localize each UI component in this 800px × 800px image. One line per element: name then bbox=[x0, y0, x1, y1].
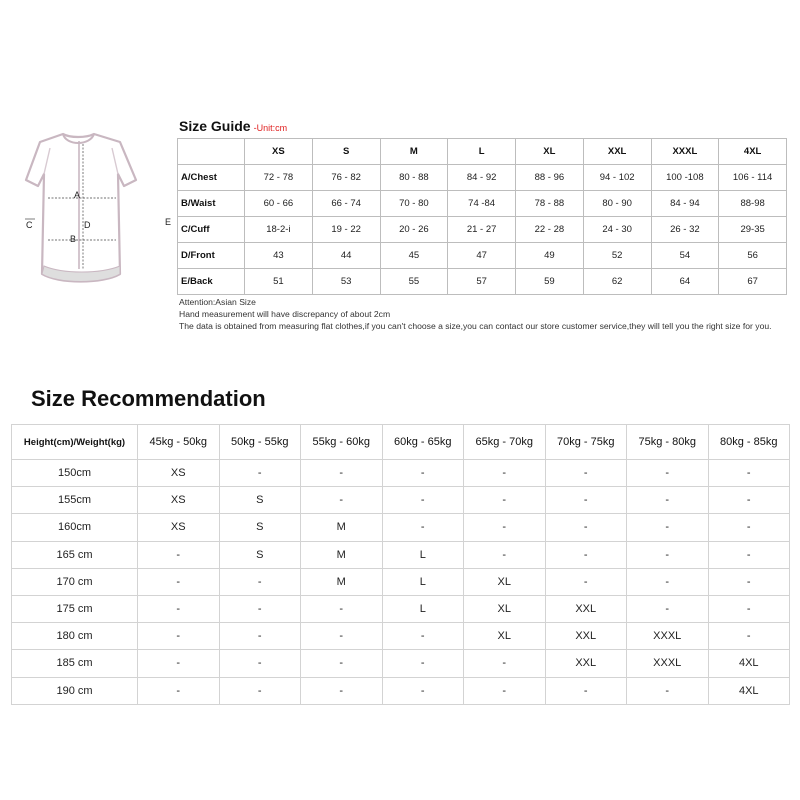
table-cell: 76 - 82 bbox=[312, 165, 380, 191]
size-guide-heading: Size Guide bbox=[179, 118, 251, 134]
table-cell: - bbox=[382, 677, 464, 704]
table-cell: 106 - 114 bbox=[719, 165, 787, 191]
table-cell: 100 -108 bbox=[651, 165, 719, 191]
table-cell: 51 bbox=[245, 269, 313, 295]
height-cell: 155cm bbox=[12, 487, 138, 514]
jersey-outline-icon bbox=[8, 124, 178, 294]
table-row bbox=[12, 650, 790, 677]
table-cell: 4XL bbox=[708, 650, 790, 677]
table-cell: 49 bbox=[516, 243, 584, 269]
row-label: E/Back bbox=[178, 269, 245, 295]
note-line: The data is obtained from measuring flat clothes,if you can't choose a size,you can contact our store customer service,they will tell you the right size for you. bbox=[179, 321, 772, 331]
table-row bbox=[12, 677, 790, 704]
table-cell: 80 - 88 bbox=[380, 165, 448, 191]
height-cell: 190 cm bbox=[12, 677, 138, 704]
table-cell: S bbox=[219, 541, 301, 568]
table-cell: 19 - 22 bbox=[312, 217, 380, 243]
table-cell: 64 bbox=[651, 269, 719, 295]
table-row bbox=[12, 541, 790, 568]
table-cell: - bbox=[219, 595, 301, 622]
size-recommendation-title: Size Recommendation bbox=[31, 386, 266, 411]
table-cell: 84 - 92 bbox=[448, 165, 516, 191]
table-row bbox=[178, 165, 787, 191]
table-cell: 47 bbox=[448, 243, 516, 269]
table-row bbox=[12, 595, 790, 622]
label-d: D bbox=[84, 220, 91, 230]
label-b: B bbox=[70, 234, 77, 244]
header-cell: XS bbox=[245, 139, 313, 165]
weight-header-cell: 65kg - 70kg bbox=[464, 425, 546, 460]
table-cell: XXL bbox=[545, 595, 627, 622]
table-cell: 88 - 96 bbox=[516, 165, 584, 191]
table-cell: 52 bbox=[583, 243, 651, 269]
table-cell: - bbox=[138, 677, 220, 704]
table-cell: 88-98 bbox=[719, 191, 787, 217]
table-cell: XXL bbox=[545, 623, 627, 650]
weight-header-cell: 80kg - 85kg bbox=[708, 425, 790, 460]
table-cell: 74 -84 bbox=[448, 191, 516, 217]
table-cell: - bbox=[464, 514, 546, 541]
table-cell: XL bbox=[464, 568, 546, 595]
table-cell: - bbox=[464, 677, 546, 704]
table-cell: - bbox=[545, 568, 627, 595]
table-cell: - bbox=[219, 677, 301, 704]
header-cell: XL bbox=[516, 139, 584, 165]
table-cell: 94 - 102 bbox=[583, 165, 651, 191]
table-cell: 29-35 bbox=[719, 217, 787, 243]
table-cell: - bbox=[301, 677, 383, 704]
header-cell: S bbox=[312, 139, 380, 165]
table-cell: - bbox=[138, 568, 220, 595]
table-cell: 62 bbox=[583, 269, 651, 295]
header-cell: XXL bbox=[583, 139, 651, 165]
table-cell: - bbox=[138, 595, 220, 622]
table-cell: 57 bbox=[448, 269, 516, 295]
weight-header-cell: 55kg - 60kg bbox=[301, 425, 383, 460]
table-cell: - bbox=[138, 623, 220, 650]
table-row bbox=[178, 243, 787, 269]
weight-header-cell: 75kg - 80kg bbox=[627, 425, 709, 460]
corner-header-cell: Height(cm)/Weight(kg) bbox=[12, 425, 138, 460]
table-cell: L bbox=[382, 568, 464, 595]
size-guide-header-row bbox=[178, 139, 787, 165]
table-cell: 44 bbox=[312, 243, 380, 269]
table-cell: - bbox=[301, 595, 383, 622]
label-a: A bbox=[74, 190, 81, 200]
height-cell: 165 cm bbox=[12, 541, 138, 568]
table-cell: - bbox=[301, 487, 383, 514]
table-cell: XL bbox=[464, 595, 546, 622]
table-row bbox=[178, 269, 787, 295]
table-cell: - bbox=[219, 460, 301, 487]
table-cell: 72 - 78 bbox=[245, 165, 313, 191]
table-cell: - bbox=[708, 595, 790, 622]
weight-header-cell: 50kg - 55kg bbox=[219, 425, 301, 460]
table-cell: - bbox=[627, 514, 709, 541]
row-label: D/Front bbox=[178, 243, 245, 269]
table-cell: - bbox=[545, 541, 627, 568]
table-cell: 59 bbox=[516, 269, 584, 295]
table-cell: S bbox=[219, 487, 301, 514]
height-cell: 160cm bbox=[12, 514, 138, 541]
table-cell: L bbox=[382, 595, 464, 622]
table-cell: - bbox=[382, 487, 464, 514]
table-cell: - bbox=[627, 595, 709, 622]
table-cell: 84 - 94 bbox=[651, 191, 719, 217]
table-cell: - bbox=[301, 650, 383, 677]
table-cell: 55 bbox=[380, 269, 448, 295]
weight-header-cell: 70kg - 75kg bbox=[545, 425, 627, 460]
size-guide-title bbox=[179, 118, 287, 136]
table-cell: - bbox=[708, 568, 790, 595]
unit-label: -Unit:cm bbox=[253, 123, 288, 133]
note-line: Hand measurement will have discrepancy of about 2cm bbox=[179, 309, 391, 319]
table-row bbox=[12, 623, 790, 650]
table-cell: - bbox=[219, 650, 301, 677]
table-cell: XXXL bbox=[627, 623, 709, 650]
table-cell: - bbox=[382, 514, 464, 541]
table-cell: - bbox=[627, 568, 709, 595]
table-cell: XL bbox=[464, 623, 546, 650]
table-cell: M bbox=[301, 568, 383, 595]
table-row bbox=[178, 217, 787, 243]
table-cell: XS bbox=[138, 460, 220, 487]
table-row bbox=[178, 191, 787, 217]
weight-header-cell: 45kg - 50kg bbox=[138, 425, 220, 460]
table-cell: - bbox=[708, 487, 790, 514]
table-cell: 67 bbox=[719, 269, 787, 295]
table-cell: 4XL bbox=[708, 677, 790, 704]
table-cell: - bbox=[138, 541, 220, 568]
label-e: E bbox=[165, 217, 172, 227]
table-cell: - bbox=[545, 677, 627, 704]
table-cell: 20 - 26 bbox=[380, 217, 448, 243]
header-cell: M bbox=[380, 139, 448, 165]
table-cell: 45 bbox=[380, 243, 448, 269]
table-cell: 26 - 32 bbox=[651, 217, 719, 243]
table-cell: - bbox=[382, 650, 464, 677]
table-cell: 66 - 74 bbox=[312, 191, 380, 217]
table-cell: - bbox=[708, 623, 790, 650]
table-cell: 70 - 80 bbox=[380, 191, 448, 217]
table-cell: - bbox=[138, 650, 220, 677]
table-cell: 22 - 28 bbox=[516, 217, 584, 243]
table-cell: - bbox=[627, 487, 709, 514]
label-c: C bbox=[26, 220, 33, 230]
table-cell: XS bbox=[138, 514, 220, 541]
recommendation-header-row bbox=[12, 425, 790, 460]
header-cell-empty bbox=[178, 139, 245, 165]
table-cell: - bbox=[627, 677, 709, 704]
table-cell: - bbox=[219, 568, 301, 595]
table-cell: - bbox=[301, 623, 383, 650]
table-cell: L bbox=[382, 541, 464, 568]
table-cell: 80 - 90 bbox=[583, 191, 651, 217]
table-cell: - bbox=[464, 650, 546, 677]
table-cell: 24 - 30 bbox=[583, 217, 651, 243]
table-cell: - bbox=[301, 460, 383, 487]
table-cell: - bbox=[545, 460, 627, 487]
table-cell: 43 bbox=[245, 243, 313, 269]
table-row bbox=[12, 487, 790, 514]
table-row bbox=[12, 460, 790, 487]
table-cell: - bbox=[708, 541, 790, 568]
row-label: C/Cuff bbox=[178, 217, 245, 243]
header-cell: L bbox=[448, 139, 516, 165]
row-label: A/Chest bbox=[178, 165, 245, 191]
height-cell: 180 cm bbox=[12, 623, 138, 650]
table-cell: - bbox=[382, 623, 464, 650]
table-cell: - bbox=[219, 623, 301, 650]
note-line: Attention:Asian Size bbox=[179, 297, 256, 307]
table-cell: - bbox=[545, 514, 627, 541]
table-cell: S bbox=[219, 514, 301, 541]
header-cell: XXXL bbox=[651, 139, 719, 165]
table-cell: 60 - 66 bbox=[245, 191, 313, 217]
table-cell: XS bbox=[138, 487, 220, 514]
height-cell: 175 cm bbox=[12, 595, 138, 622]
table-cell: 78 - 88 bbox=[516, 191, 584, 217]
table-cell: - bbox=[627, 541, 709, 568]
table-row bbox=[12, 514, 790, 541]
table-cell: 21 - 27 bbox=[448, 217, 516, 243]
table-cell: 56 bbox=[719, 243, 787, 269]
table-cell: XXXL bbox=[627, 650, 709, 677]
size-recommendation-table bbox=[11, 424, 790, 705]
table-cell: M bbox=[301, 514, 383, 541]
table-cell: - bbox=[708, 460, 790, 487]
table-cell: - bbox=[464, 541, 546, 568]
table-cell: XXL bbox=[545, 650, 627, 677]
table-cell: M bbox=[301, 541, 383, 568]
table-cell: - bbox=[545, 487, 627, 514]
table-cell: - bbox=[464, 460, 546, 487]
height-cell: 185 cm bbox=[12, 650, 138, 677]
size-guide-table bbox=[177, 138, 787, 295]
table-cell: - bbox=[708, 514, 790, 541]
weight-header-cell: 60kg - 65kg bbox=[382, 425, 464, 460]
table-row bbox=[12, 568, 790, 595]
table-cell: - bbox=[627, 460, 709, 487]
jersey-diagram bbox=[8, 124, 178, 294]
table-cell: 18-2-i bbox=[245, 217, 313, 243]
table-cell: - bbox=[464, 487, 546, 514]
size-notes bbox=[179, 296, 791, 332]
table-cell: 54 bbox=[651, 243, 719, 269]
table-cell: - bbox=[382, 460, 464, 487]
height-cell: 170 cm bbox=[12, 568, 138, 595]
row-label: B/Waist bbox=[178, 191, 245, 217]
table-cell: 53 bbox=[312, 269, 380, 295]
height-cell: 150cm bbox=[12, 460, 138, 487]
header-cell: 4XL bbox=[719, 139, 787, 165]
